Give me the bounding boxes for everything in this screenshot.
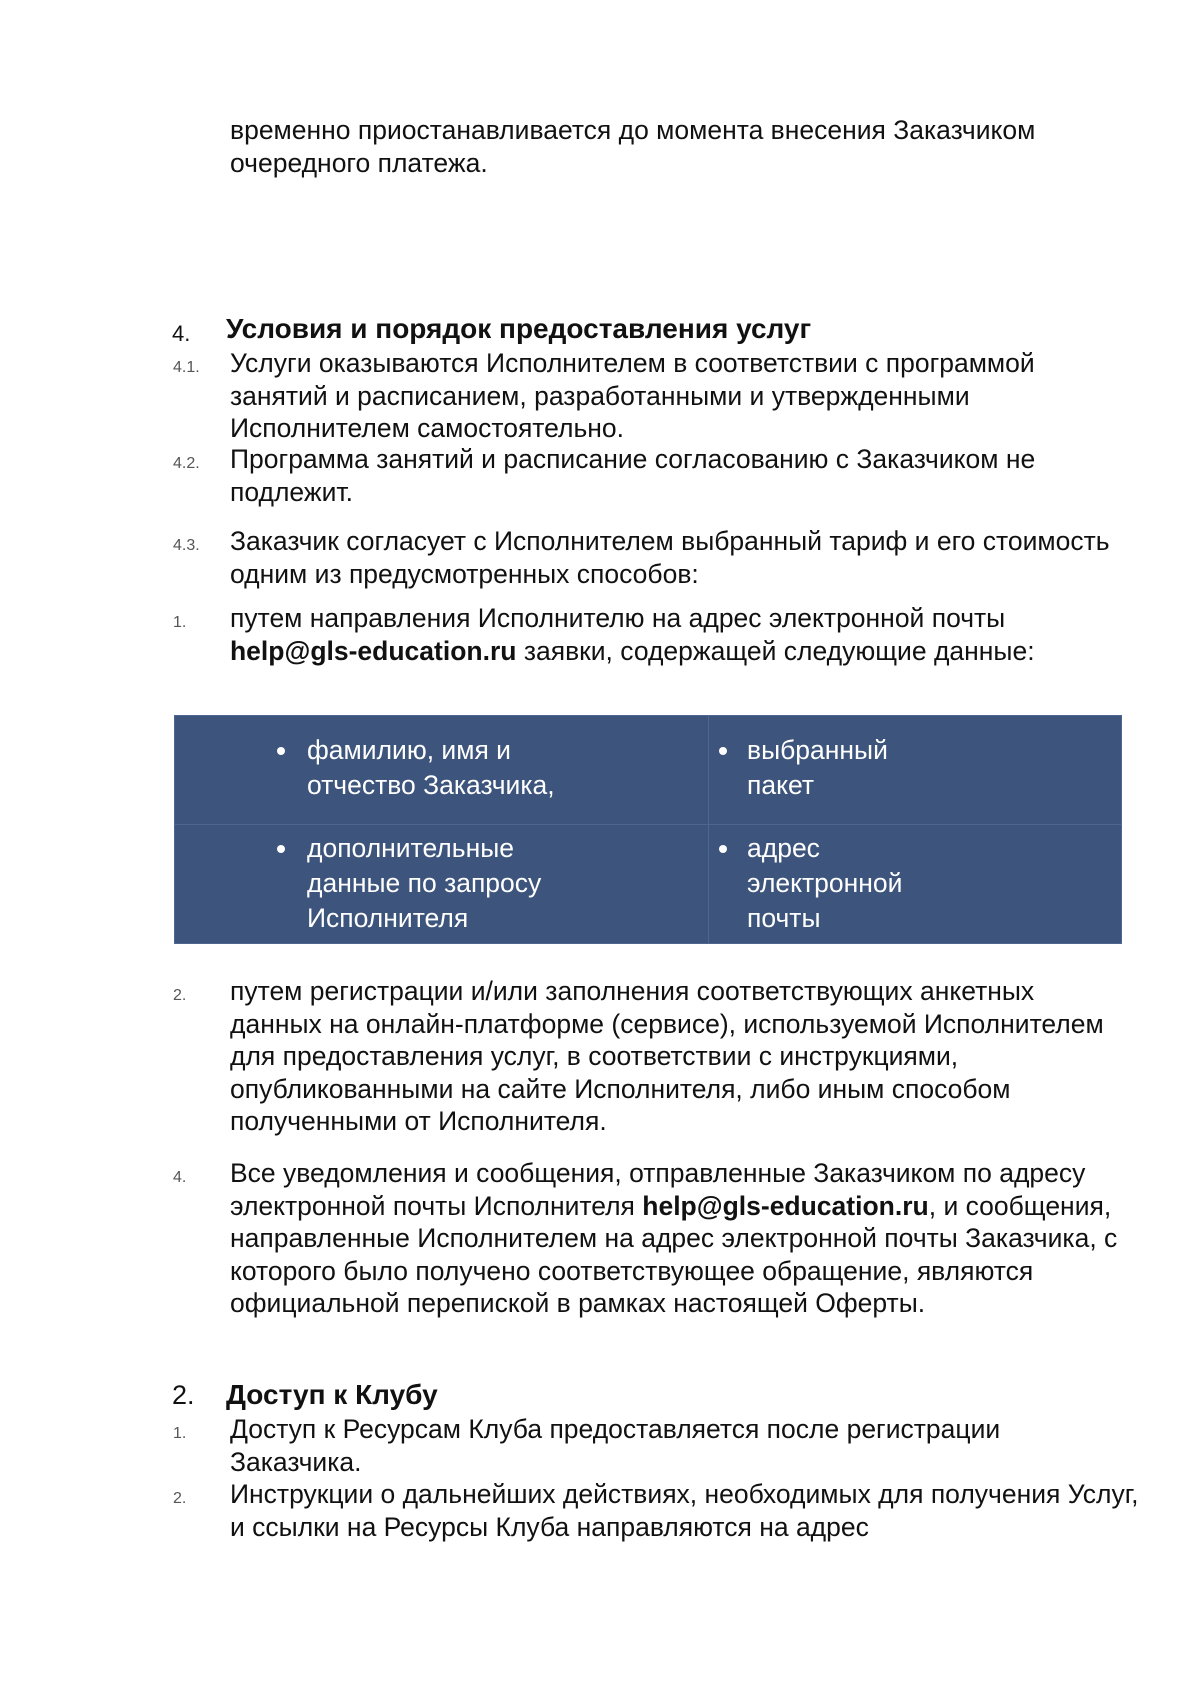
email-link[interactable]: help@gls-education.ru [642, 1190, 929, 1221]
method-1-text-after: заявки, содержащей следующие данные: [523, 635, 1035, 666]
section-number: 4. [172, 321, 191, 346]
table-cell [709, 716, 1122, 825]
section-title: Условия и порядок предоставления услуг [226, 313, 812, 344]
bullet-icon [719, 845, 727, 853]
table-cell-text: дополнительные данные по запросу Исполнителя [307, 833, 542, 933]
notice-text [230, 1157, 1120, 1320]
item-number: 4. [173, 1169, 187, 1186]
item-number: 1. [173, 614, 187, 631]
table-cell [709, 825, 1122, 944]
item-text: Доступ к Ресурсам Клуба предоставляется после регистрации Заказчика. [230, 1414, 1001, 1477]
bullet-icon [277, 845, 285, 853]
item-number: 4.1. [173, 359, 200, 376]
item-text: Инструкции о дальнейших действиях, необходимых для получения Услуг, и ссылки на Ресурсы Клуба направляются на адрес [230, 1479, 1139, 1542]
intro-paragraph: временно приостанавливается до момента внесения Заказчиком очередного платежа. [230, 115, 1036, 178]
bullet-icon [719, 747, 727, 755]
section-number: 2. [172, 1380, 195, 1410]
item-number: 2. [173, 1490, 187, 1507]
item-text: Заказчик согласует с Исполнителем выбранный тариф и его стоимость одним из предусмотренных способов: [230, 526, 1110, 589]
method-1-text-before: путем направления Исполнителю на адрес электронной почты [230, 603, 1006, 633]
notice-text-after: , и сообщения, направленные Исполнителем на адрес электронной почты Заказчика, с которого было получено соответствующее обращение, являются официальной перепиской в рамках настоящей Оферты. [230, 1190, 1118, 1318]
table-cell-text: фамилию, имя и отчество Заказчика, [307, 735, 555, 800]
table-cell-text: выбранный пакет [747, 735, 888, 800]
table-cell [175, 825, 709, 944]
email-link[interactable]: help@gls-education.ru [230, 635, 517, 666]
method-2-text: путем регистрации и/или заполнения соответствующих анкетных данных на онлайн-платформе (сервисе), используемой Исполнителем для предоставления услуг, в соответствии с инструкциями, опубликованными на сайте Исполнителя, либо иным способом полученными от Исполнителя. [230, 976, 1104, 1136]
item-text: Программа занятий и расписание согласованию с Заказчиком не подлежит. [230, 444, 1036, 507]
section-title: Доступ к Клубу [226, 1379, 438, 1410]
item-number: 4.3. [173, 537, 200, 554]
method-1-text [230, 602, 1130, 667]
bullet-icon [277, 747, 285, 755]
required-data-table [174, 715, 1122, 944]
table-cell-text: адрес электронной почты [747, 833, 903, 933]
notice-text-before: Все уведомления и сообщения, отправленные Заказчиком по адресу электронной почты Исполнителя [230, 1158, 1086, 1221]
item-number: 2. [173, 987, 187, 1004]
item-number: 1. [173, 1425, 187, 1442]
table-cell [175, 716, 709, 825]
item-number: 4.2. [173, 455, 200, 472]
item-text: Услуги оказываются Исполнителем в соответствии с программой занятий и расписанием, разработанными и утвержденными Исполнителем самостоятельно. [230, 348, 1035, 443]
